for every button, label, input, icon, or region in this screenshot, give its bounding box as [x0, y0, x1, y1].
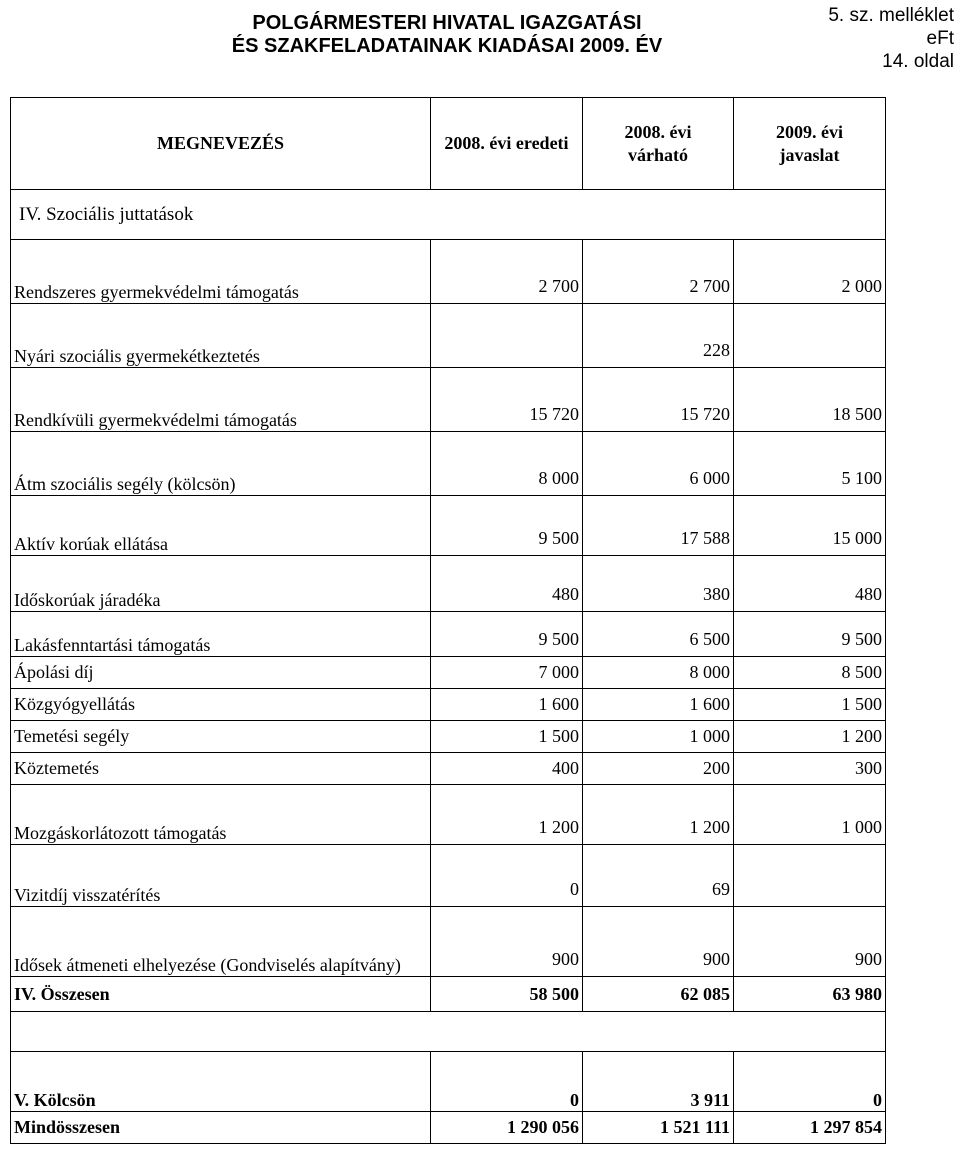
- row-value-v3: 1 200: [734, 721, 886, 753]
- col-header-2008-original: 2008. évi eredeti: [431, 98, 583, 190]
- row-value-v2: 228: [583, 304, 734, 368]
- grand-total-row: [11, 1112, 886, 1144]
- row-value-v2: 8 000: [583, 657, 734, 689]
- annex-info: [828, 4, 954, 73]
- table-row: [11, 845, 886, 907]
- table-row: [11, 432, 886, 496]
- col-header-2008-expected-l1: 2008. évi: [624, 121, 692, 142]
- row-value-v1: 9 500: [431, 612, 583, 657]
- grand-total-label: Mindösszesen: [11, 1112, 431, 1144]
- row-label: Ápolási díj: [11, 657, 431, 689]
- row-value-v1: 1 200: [431, 785, 583, 845]
- row-label: Rendszeres gyermekvédelmi támogatás: [11, 240, 431, 304]
- grand-total-v2: 1 521 111: [583, 1112, 734, 1144]
- total-iv-v2: 62 085: [583, 977, 734, 1012]
- document-title: [197, 12, 697, 58]
- spacer-cell: [11, 1012, 886, 1052]
- loan-v2: 3 911: [583, 1052, 734, 1112]
- grand-total-v1: 1 290 056: [431, 1112, 583, 1144]
- col-header-2008-expected: [583, 98, 734, 190]
- loan-label: V. Kölcsön: [11, 1052, 431, 1112]
- row-value-v3: 18 500: [734, 368, 886, 432]
- col-header-2009-proposal-l1: 2009. évi: [776, 121, 843, 142]
- row-label: Mozgáskorlátozott támogatás: [11, 785, 431, 845]
- row-value-v1: 1 600: [431, 689, 583, 721]
- loan-v1: 0: [431, 1052, 583, 1112]
- table-row: [11, 785, 886, 845]
- row-value-v2: 6 000: [583, 432, 734, 496]
- spacer-row: [11, 1012, 886, 1052]
- title-line-1: POLGÁRMESTERI HIVATAL IGAZGATÁSI: [252, 12, 642, 34]
- row-value-v3: 1 500: [734, 689, 886, 721]
- unit-label: eFt: [926, 28, 954, 49]
- row-value-v2: 69: [583, 845, 734, 907]
- row-value-v3: 9 500: [734, 612, 886, 657]
- row-value-v1: 900: [431, 907, 583, 977]
- table-row: [11, 612, 886, 657]
- loan-v3: 0: [734, 1052, 886, 1112]
- row-label: Átm szociális segély (kölcsön): [11, 432, 431, 496]
- table-row: [11, 304, 886, 368]
- col-header-2009-proposal-l2: javaslat: [779, 144, 840, 165]
- row-value-v2: 15 720: [583, 368, 734, 432]
- table-row: [11, 496, 886, 556]
- table-row: [11, 657, 886, 689]
- row-value-v2: 6 500: [583, 612, 734, 657]
- total-iv-label: IV. Összesen: [11, 977, 431, 1012]
- col-header-2009-proposal: [734, 98, 886, 190]
- row-value-v3: 480: [734, 556, 886, 612]
- row-value-v1: 8 000: [431, 432, 583, 496]
- grand-total-v3: 1 297 854: [734, 1112, 886, 1144]
- row-label: Rendkívüli gyermekvédelmi támogatás: [11, 368, 431, 432]
- row-label: Aktív korúak ellátása: [11, 496, 431, 556]
- row-value-v2: 2 700: [583, 240, 734, 304]
- table-row: [11, 689, 886, 721]
- rows-body: [11, 240, 886, 977]
- page-label: 14. oldal: [882, 51, 954, 72]
- row-label: Időskorúak járadéka: [11, 556, 431, 612]
- row-value-v3: 15 000: [734, 496, 886, 556]
- row-label: Vizitdíj visszatérítés: [11, 845, 431, 907]
- col-header-name: MEGNEVEZÉS: [11, 98, 431, 190]
- row-label: Idősek átmeneti elhelyezése (Gondviselés alapítvány): [11, 907, 431, 977]
- col-header-2008-expected-l2: várható: [628, 144, 688, 165]
- row-value-v3: 300: [734, 753, 886, 785]
- row-value-v2: 17 588: [583, 496, 734, 556]
- row-value-v2: 200: [583, 753, 734, 785]
- budget-table: [10, 97, 886, 1144]
- table-row: [11, 556, 886, 612]
- table-row: [11, 753, 886, 785]
- row-value-v1: 480: [431, 556, 583, 612]
- row-value-v3: [734, 304, 886, 368]
- table-row: [11, 721, 886, 753]
- row-value-v3: 2 000: [734, 240, 886, 304]
- annex-label: 5. sz. melléklet: [828, 5, 954, 26]
- row-label: Közgyógyellátás: [11, 689, 431, 721]
- row-value-v2: 900: [583, 907, 734, 977]
- row-value-v1: 15 720: [431, 368, 583, 432]
- title-line-2: ÉS SZAKFELADATAINAK KIADÁSAI 2009. ÉV: [231, 35, 663, 57]
- row-value-v1: 9 500: [431, 496, 583, 556]
- total-iv-v3: 63 980: [734, 977, 886, 1012]
- table-row: [11, 240, 886, 304]
- table-header-row: [11, 98, 886, 190]
- row-label: Temetési segély: [11, 721, 431, 753]
- total-iv-v1: 58 500: [431, 977, 583, 1012]
- row-value-v1: 1 500: [431, 721, 583, 753]
- table-row: [11, 907, 886, 977]
- row-value-v1: 7 000: [431, 657, 583, 689]
- row-value-v2: 1 000: [583, 721, 734, 753]
- table-row: [11, 368, 886, 432]
- row-value-v1: [431, 304, 583, 368]
- row-value-v2: 1 200: [583, 785, 734, 845]
- section-title: IV. Szociális juttatások: [11, 190, 886, 240]
- row-label: Köztemetés: [11, 753, 431, 785]
- row-value-v1: 400: [431, 753, 583, 785]
- row-label: Nyári szociális gyermekétkeztetés: [11, 304, 431, 368]
- row-value-v1: 0: [431, 845, 583, 907]
- row-value-v1: 2 700: [431, 240, 583, 304]
- row-value-v2: 380: [583, 556, 734, 612]
- row-value-v3: [734, 845, 886, 907]
- row-value-v3: 5 100: [734, 432, 886, 496]
- loan-row: [11, 1052, 886, 1112]
- total-iv-row: [11, 977, 886, 1012]
- row-value-v2: 1 600: [583, 689, 734, 721]
- row-value-v3: 8 500: [734, 657, 886, 689]
- row-value-v3: 900: [734, 907, 886, 977]
- row-label: Lakásfenntartási támogatás: [11, 612, 431, 657]
- section-title-row: [11, 190, 886, 240]
- row-value-v3: 1 000: [734, 785, 886, 845]
